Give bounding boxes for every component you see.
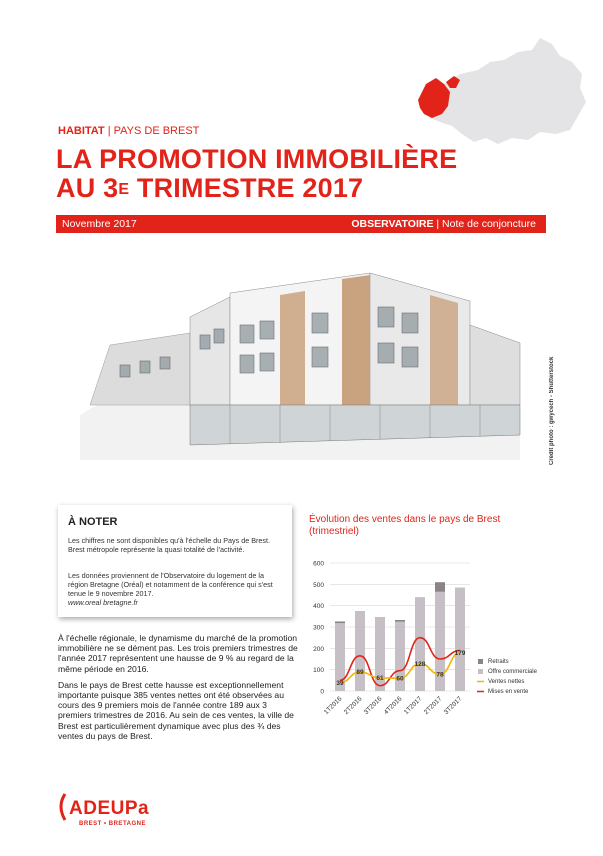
svg-text:ADEUPa: ADEUPa: [69, 798, 150, 819]
note-paragraph-1: Les chiffres ne sont disponibles qu'à l'échelle du Pays de Brest. Brest métropole représente la quasi totalité de l'activité.: [68, 536, 270, 554]
x-tick-label: 1T2016: [322, 695, 344, 717]
building-photo: [80, 255, 540, 465]
title-line-1: LA PROMOTION IMMOBILIÈRE: [56, 144, 458, 174]
title-line-2: AU $3^E$ TRIMESTRE 2017: [56, 173, 364, 203]
y-tick-label: 100: [313, 667, 324, 675]
publication-date: Novembre 2017: [62, 218, 137, 230]
x-tick-label: 4T2016: [382, 695, 404, 717]
note-link[interactable]: www.oreal bretagne.fr: [68, 598, 138, 607]
bar-offre: [355, 611, 365, 691]
data-label: 61: [376, 675, 384, 683]
page-title: [56, 145, 457, 203]
bar-retraits: [335, 621, 345, 623]
body-paragraph-1: À l'échelle régionale, le dynamisme du marché de la promotion immobilière ne se dément pas. Les trois premiers trimestres de l'année 2017 représentent une hausse de 9 % au regard de la même période en 2016.: [58, 633, 298, 674]
bar-retraits: [435, 582, 445, 592]
note-paragraph-2: Les données proviennent de l'Observatoire du logement de la région Bretagne (Oréal) et notamment de la conférence qui s'est tenue le 9 novembre 2017.: [68, 571, 273, 598]
chart-title: Évolution des ventes dans le pays de Brest (trimestriel): [309, 514, 501, 537]
note-heading: À NOTER: [68, 516, 118, 528]
x-tick-label: 1T2017: [402, 695, 424, 717]
data-label: 78: [436, 671, 444, 679]
y-tick-label: 400: [313, 603, 324, 611]
legend-label: Retraits: [488, 659, 509, 665]
data-label: 39: [336, 679, 344, 687]
bar-retraits: [395, 620, 405, 622]
x-tick-label: 2T2017: [422, 695, 444, 717]
legend-label: Mises en vente: [488, 689, 529, 695]
photo-credit: Crédit photo : gwycech - Shutterstock: [549, 356, 555, 465]
data-label: 179: [454, 650, 466, 658]
x-tick-label: 3T2016: [362, 695, 384, 717]
rubric: HABITAT | PAYS DE BREST: [58, 125, 200, 137]
bar-offre: [455, 588, 465, 691]
note-box: [58, 505, 292, 617]
legend-label: Ventes nettes: [488, 679, 525, 685]
adeupa-logo: [55, 790, 185, 830]
header-band: [56, 215, 546, 233]
body-text: [58, 633, 298, 747]
y-tick-label: 300: [313, 624, 324, 632]
y-tick-label: 0: [320, 688, 324, 696]
bar-offre: [415, 597, 425, 691]
y-tick-label: 500: [313, 581, 324, 589]
y-tick-label: 200: [313, 645, 324, 653]
svg-text:BREST • BRETAGNE: BREST • BRETAGNE: [79, 821, 146, 827]
body-paragraph-2: Dans le pays de Brest cette hausse est exceptionnellement importante puisque 385 ventes nettes ont été observées au cours des 9 premiers mois de l'année contre 189 aux 3 premiers trimestres de 2016. Au sein de ces ventes, la ville de Brest est particulièrement dynamique avec plus des ¾ des ventes du pays de Brest.: [58, 679, 294, 741]
x-tick-label: 2T2016: [342, 695, 364, 717]
y-tick-label: 600: [313, 560, 324, 568]
sales-chart: [300, 548, 560, 748]
publication-type: OBSERVATOIRE | Note de conjoncture: [351, 218, 536, 230]
data-label: 89: [356, 669, 364, 677]
legend-swatch: [478, 659, 483, 664]
legend-swatch: [478, 669, 483, 674]
x-tick-label: 3T2017: [442, 695, 464, 717]
legend-label: Offre commerciale: [488, 669, 537, 675]
data-label: 128: [414, 660, 426, 668]
data-label: 60: [396, 675, 404, 683]
